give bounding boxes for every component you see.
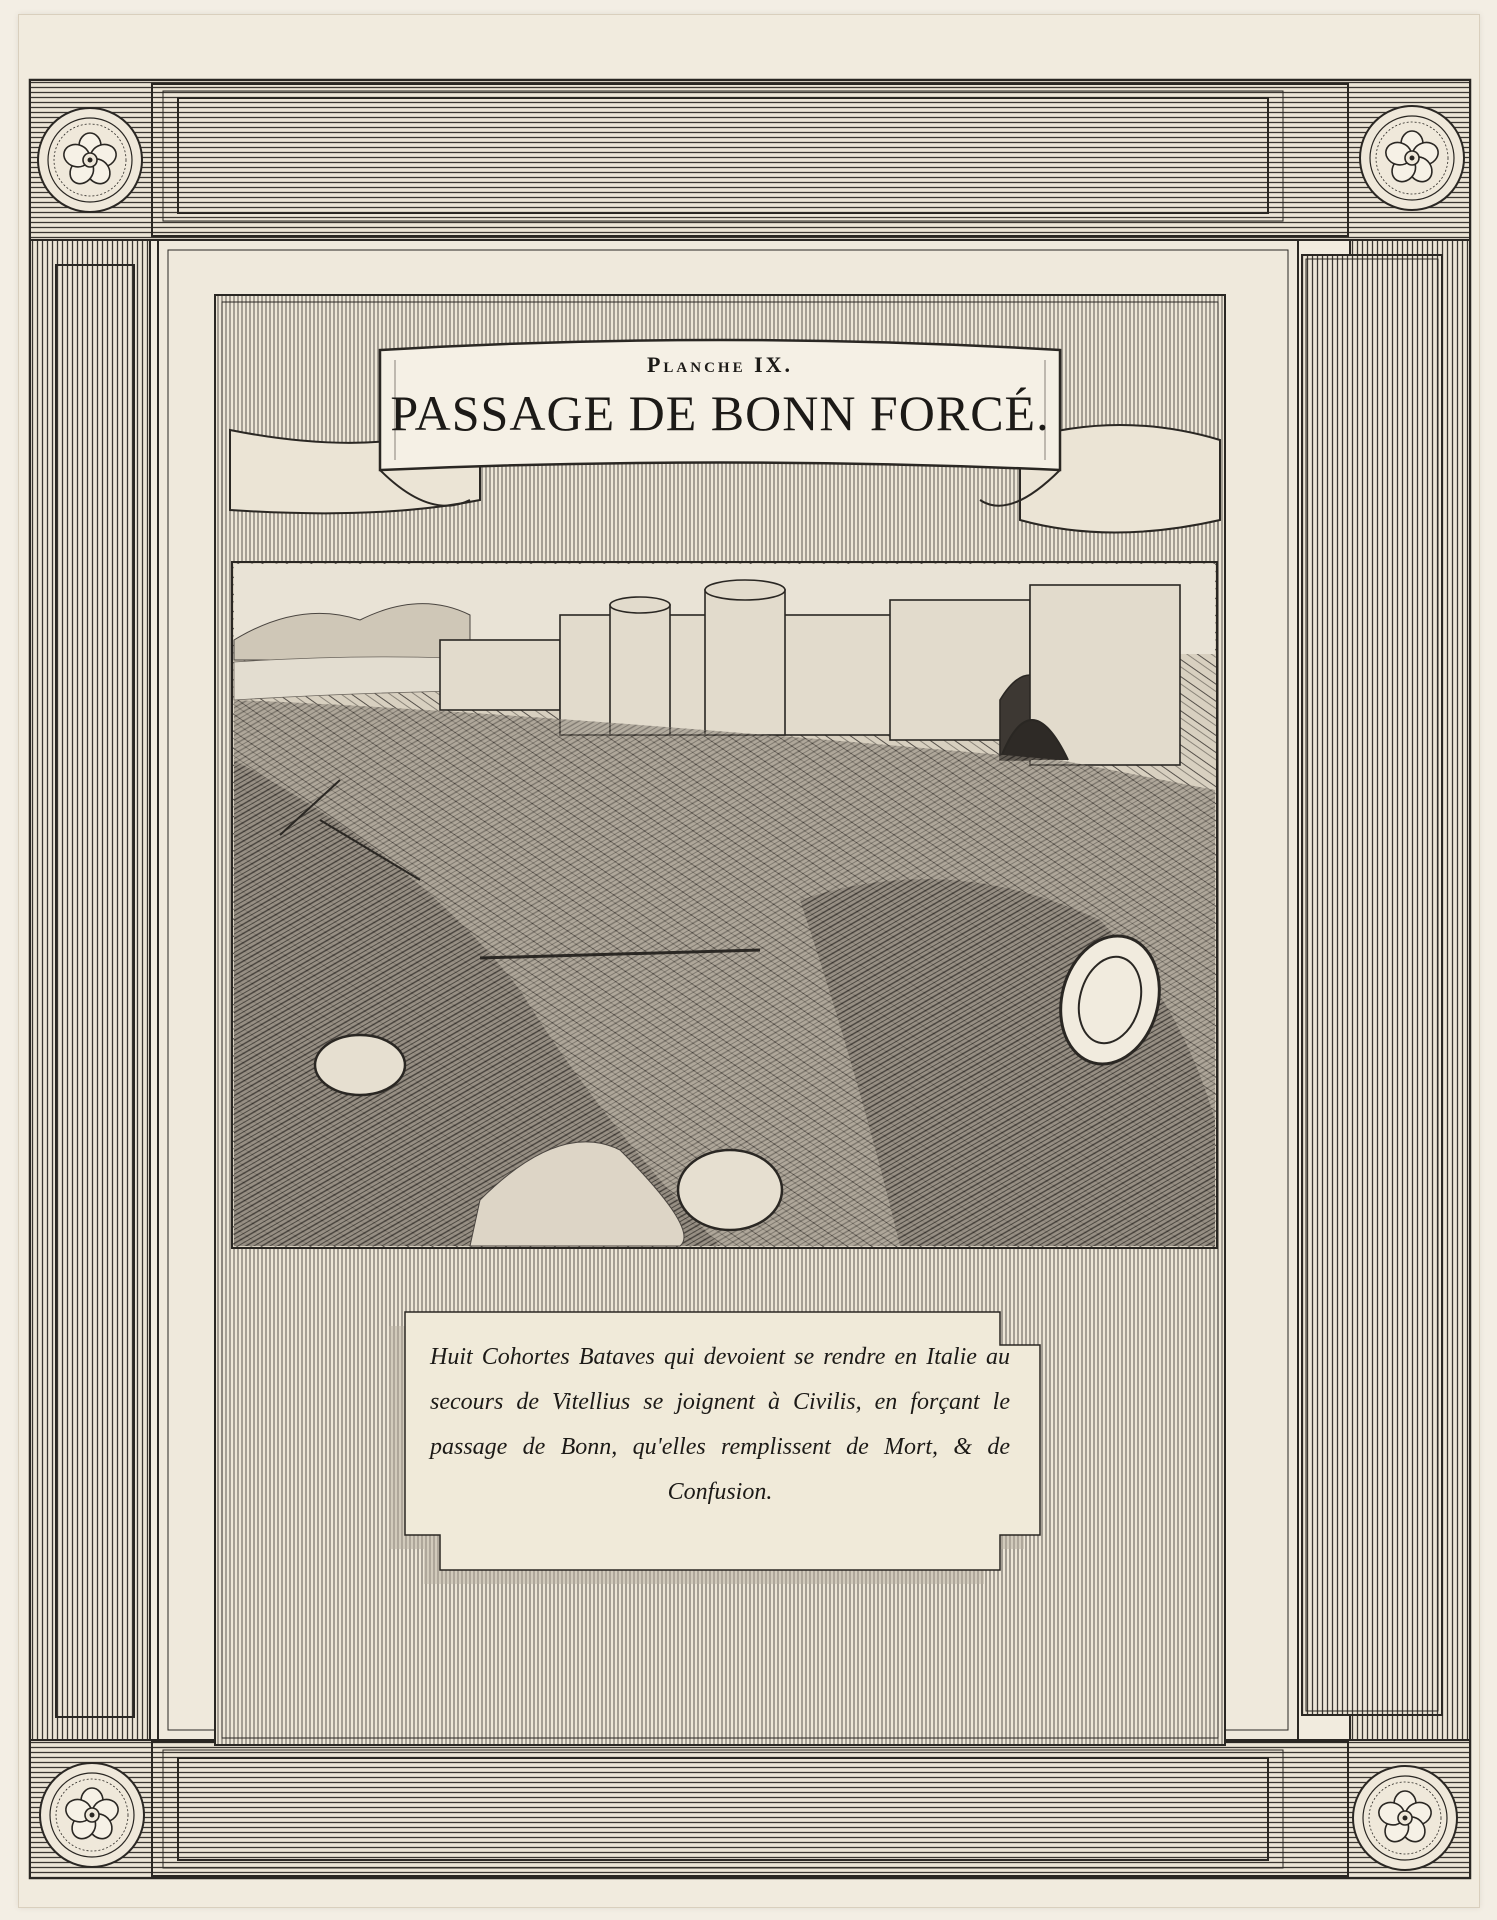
- plate-title: PASSAGE DE BONN FORCÉ.: [390, 385, 1050, 441]
- plate-number: Planche IX.: [646, 352, 794, 377]
- rosette-icon: [40, 1763, 144, 1867]
- rosette-icon: [1360, 106, 1464, 210]
- rosette-icon: [1353, 1766, 1457, 1870]
- plate-caption: Huit Cohortes Bataves qui devoient se rendre en Italie au secours de Vitellius se joignent à Civilis, en forçant le passage de Bonn, qu'elles remplissent de Mort, & de Confusion.: [430, 1344, 1010, 1505]
- battle-scene: [232, 562, 1217, 1248]
- rosette-icon: [38, 108, 142, 212]
